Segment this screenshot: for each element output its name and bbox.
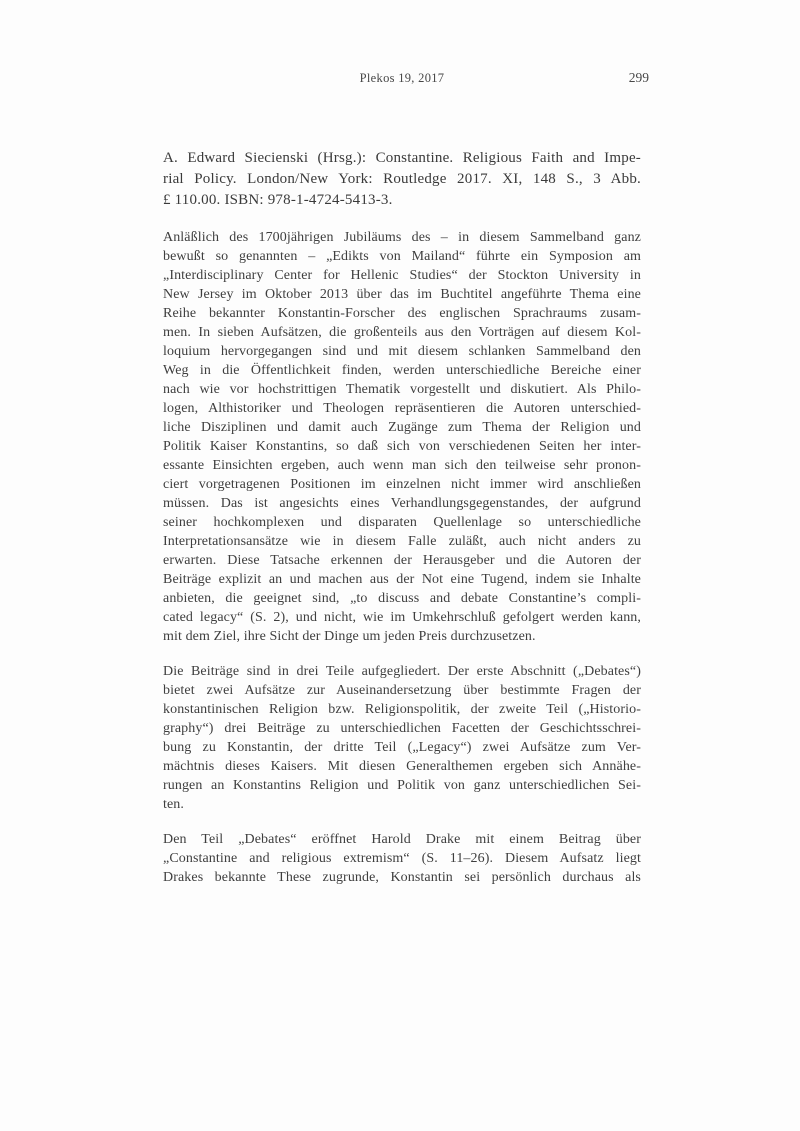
paragraph-debates-section [163,830,641,887]
text-line: £ 110.00. ISBN: 978-1-4724-5413-3. [163,192,393,208]
text-line: Interpretationsansätze wie in diesem Falle zuläßt, auch nicht anders zu [163,534,641,549]
paragraph-structure-overview [163,662,641,814]
text-line: loquium hervorgegangen sind und mit diesem schlanken Sammelband den [163,344,641,359]
text-line: logen, Althistoriker und Theologen repräsentieren die Autoren unterschied- [163,401,641,416]
review-text-column [163,148,641,903]
text-line: bung zu Konstantin, der dritte Teil („Legacy“) zwei Aufsätze zum Ver- [163,740,641,755]
text-line: rungen an Konstantins Religion und Politik von ganz unterschiedlichen Sei- [163,778,641,793]
text-line: Beiträge explizit an und machen aus der Not eine Tugend, indem sie Inhalte [163,572,641,587]
text-line: „Constantine and religious extremism“ (S. 11–26). Diesem Aufsatz liegt [163,851,641,866]
text-line: Politik Kaiser Konstantins, so daß sich von verschiedenen Seiten her inter- [163,439,641,454]
text-line: New Jersey im Oktober 2013 über das im Buchtitel angeführte Thema eine [163,287,641,302]
text-line: seiner hochkomplexen und disparaten Quellenlage so unterschiedliche [163,515,641,530]
bibliographic-heading [163,148,641,211]
text-line: Anläßlich des 1700jährigen Jubiläums des – in diesem Sammelband ganz [163,230,641,245]
text-line: liche Disziplinen und damit auch Zugänge zum Thema der Religion und [163,420,641,435]
text-line: A. Edward Siecienski (Hrsg.): Constantine. Religious Faith and Impe- [163,150,641,166]
text-line: ciert vorgetragenen Positionen im einzelnen nicht immer wird anschließen [163,477,641,492]
text-line: rial Policy. London/New York: Routledge 2017. XI, 148 S., 3 Abb. [163,171,641,187]
text-line: nach wie vor hochstrittigen Thematik vorgestellt und diskutiert. Als Philo- [163,382,641,397]
text-line: müssen. Das ist angesichts eines Verhandlungsgegenstandes, der aufgrund [163,496,641,511]
text-line: ten. [163,797,185,812]
text-line: Reihe bekannter Konstantin-Forscher des englischen Sprachraums zusam- [163,306,641,321]
text-line: Die Beiträge sind in drei Teile aufgegliedert. Der erste Abschnitt („Debates“) [163,664,641,679]
text-line: mit dem Ziel, ihre Sicht der Dinge um jeden Preis durchzusetzen. [163,629,536,644]
text-line: cated legacy“ (S. 2), und nicht, wie im Umkehrschluß gefolgert werden kann, [163,610,641,625]
journal-title: Plekos 19, 2017 [359,71,445,85]
text-line: bewußt so genannten – „Edikts von Mailand“ führte ein Symposion am [163,249,641,264]
running-header [163,70,649,89]
text-line: konstantinischen Religion bzw. Religionspolitik, der zweite Teil („Historio- [163,702,641,717]
text-line: men. In sieben Aufsätzen, die großenteils aus den Vorträgen auf diesem Kol- [163,325,641,340]
text-line: Weg in die Öffentlichkeit finden, werden unterschiedliche Bereiche einer [163,363,641,378]
text-line: anbieten, die geeignet sind, „to discuss and debate Constantine’s compli- [163,591,641,606]
paragraph-introduction [163,228,641,646]
text-line: bietet zwei Aufsätze zur Auseinandersetzung über bestimmte Fragen der [163,683,641,698]
text-line: graphy“) drei Beiträge zu unterschiedlichen Facetten der Geschichtsschrei- [163,721,641,736]
text-line: Drakes bekannte These zugrunde, Konstantin sei persönlich durchaus als [163,870,641,885]
text-line: erwarten. Diese Tatsache erkennen der Herausgeber und die Autoren der [163,553,641,568]
text-line: mächtnis dieses Kaisers. Mit diesen Generalthemen ergeben sich Annähe- [163,759,641,774]
text-line: essante Einsichten ergeben, auch wenn man sich den teilweise sehr pronon- [163,458,641,473]
page-number: 299 [628,70,649,85]
text-line: „Interdisciplinary Center for Hellenic Studies“ der Stockton University in [163,268,641,283]
text-line: Den Teil „Debates“ eröffnet Harold Drake mit einem Beitrag über [163,832,641,847]
